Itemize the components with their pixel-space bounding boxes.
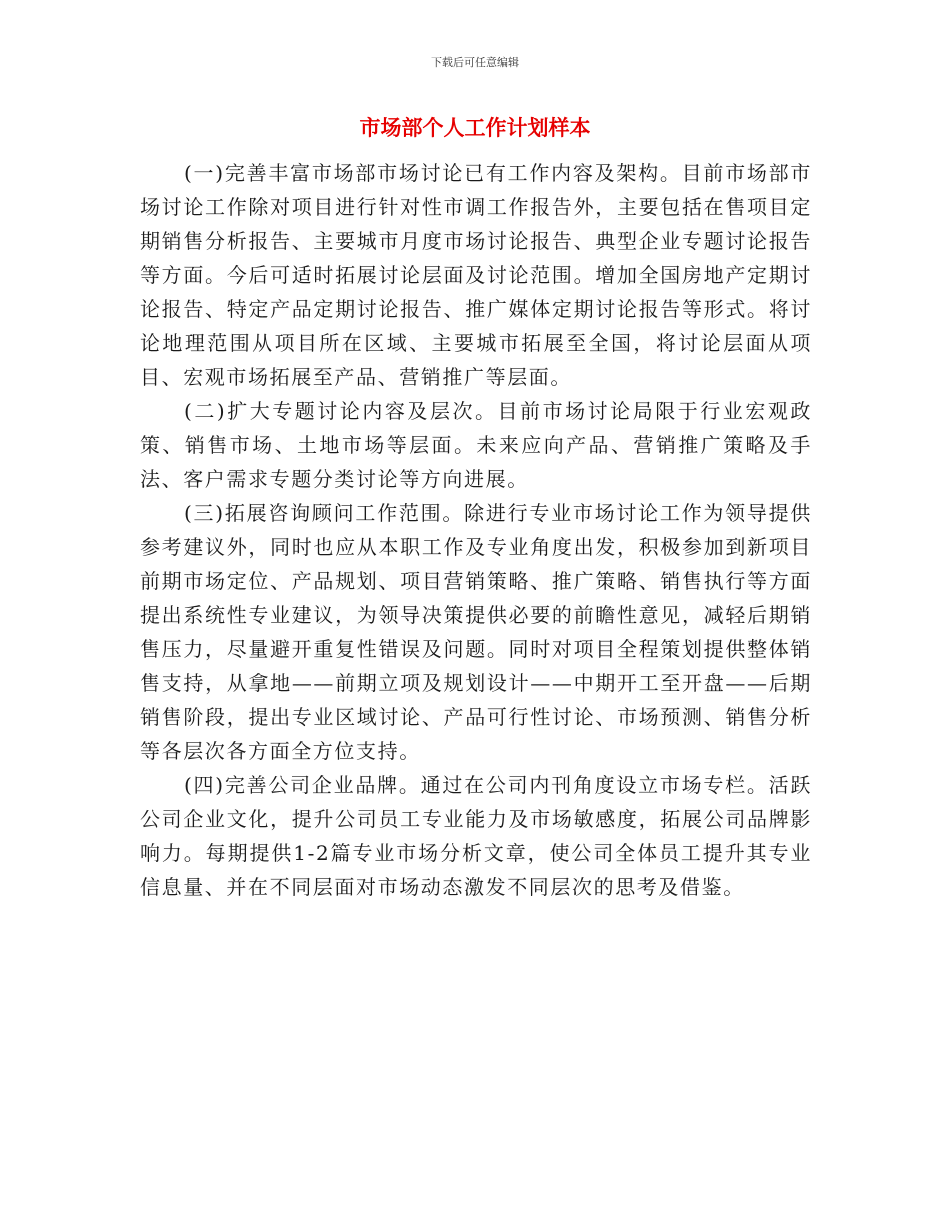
header-note: 下载后可任意编辑 (431, 56, 519, 69)
paragraph-3: (三)拓展咨询顾问工作范围。除进行专业市场讨论工作为领导提供参考建议外，同时也应从本职工作及专业角度出发，积极参加到新项目前期市场定位、产品规划、项目营销策略、推广策略、销售执行等方面提出系统性专业建议，为领导决策提供必要的前瞻性意见，减轻后期销售压力，尽量避开重复性错误及问题。同时对项目全程策划提供整体销售支持，从拿地——前期立项及规划设计——中期开工至开盘——后期销售阶段，提出专业区域讨论、产品可行性讨论、市场预测、销售分析等各层次各方面全方位支持。 (140, 501, 812, 763)
paragraph-1: (一)完善丰富市场部市场讨论已有工作内容及架构。目前市场部市场讨论工作除对项目进行针对性市调工作报告外，主要包括在售项目定期销售分析报告、主要城市月度市场讨论报告、典型企业专题讨论报告等方面。今后可适时拓展讨论层面及讨论范围。增加全国房地产定期讨论报告、特定产品定期讨论报告、推广媒体定期讨论报告等形式。将讨论地理范围从项目所在区域、主要城市拓展至全国，将讨论层面从项目、宏观市场拓展至产品、营销推广等层面。 (140, 161, 812, 389)
document-body (140, 156, 812, 904)
document-title: 市场部个人工作计划样本 (359, 116, 591, 140)
paragraph-2: (二)扩大专题讨论内容及层次。目前市场讨论局限于行业宏观政策、销售市场、土地市场等层面。未来应向产品、营销推广策略及手法、客户需求专题分类讨论等方向进展。 (140, 399, 812, 491)
paragraph-4: (四)完善公司企业品牌。通过在公司内刊角度设立市场专栏。活跃公司企业文化，提升公司员工专业能力及市场敏感度，拓展公司品牌影响力。每期提供1-2篇专业市场分析文章，使公司全体员工提升其专业信息量、并在不同层面对市场动态激发不同层次的思考及借鉴。 (140, 773, 812, 899)
